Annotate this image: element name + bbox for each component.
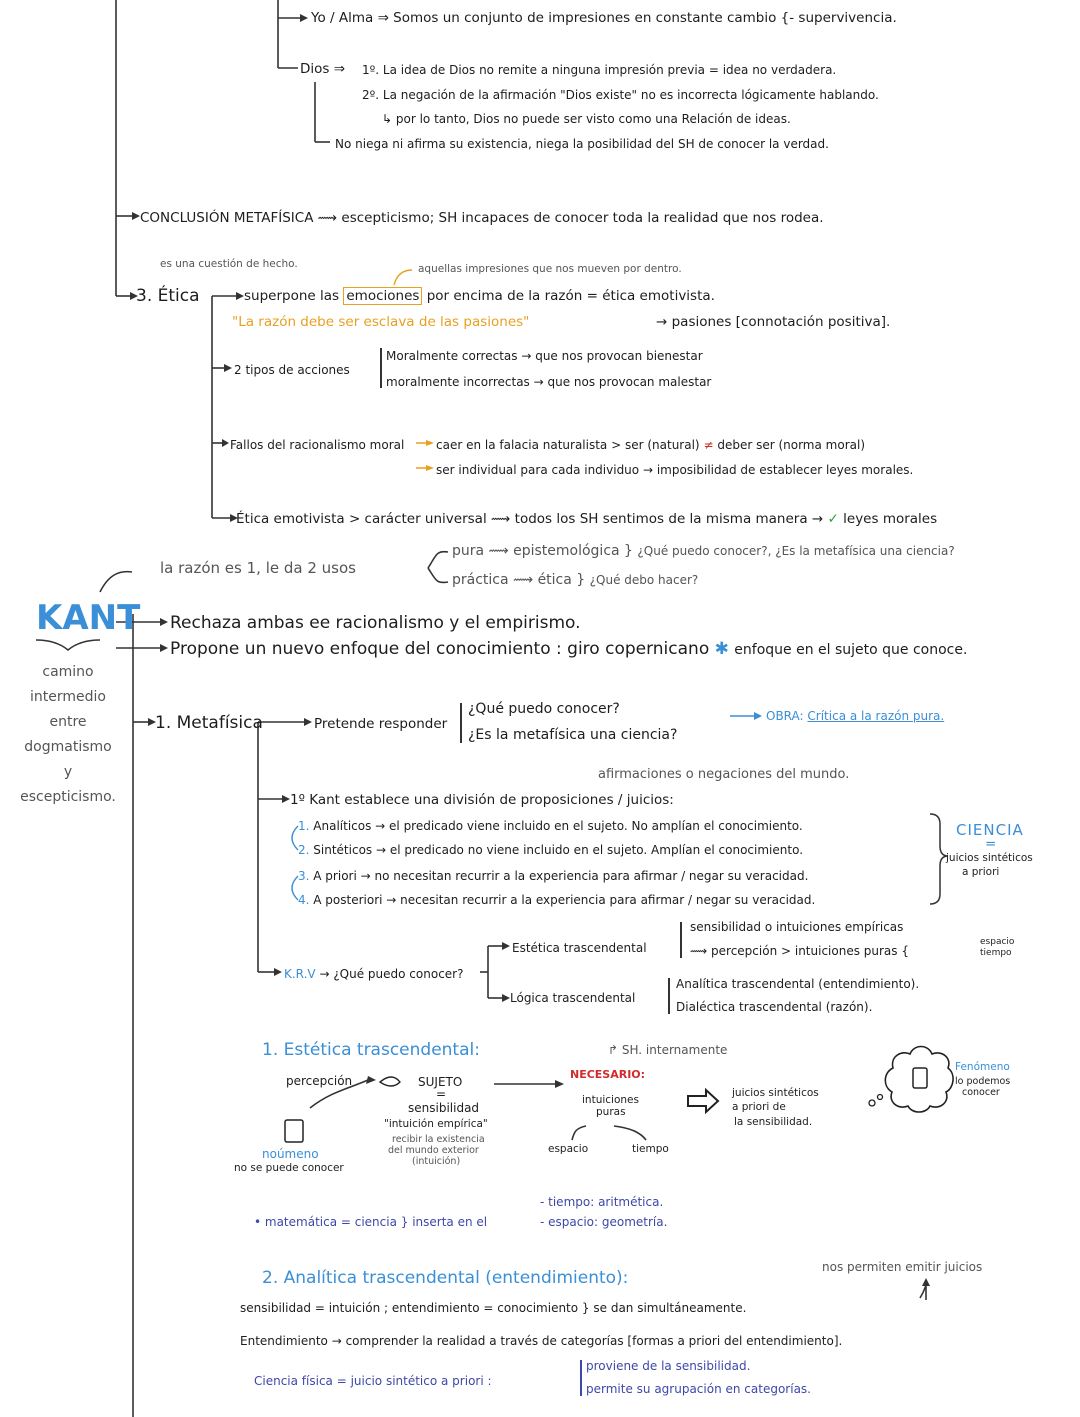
obra-line	[766, 708, 944, 724]
yo-alma-line	[311, 10, 897, 26]
log2: Dialéctica trascendental (razón).	[676, 1000, 873, 1014]
noumeno-note: no se puede conocer	[234, 1162, 344, 1174]
tiempo: tiempo	[632, 1143, 669, 1155]
pura-line: pura ⟿ epistemológica } ¿Qué puedo conocer?, ¿Es la metafísica una ciencia?	[452, 543, 955, 559]
estetica-title: 1. Estética trascendental:	[262, 1040, 480, 1060]
etica-quote-b: → pasiones [connotación positiva].	[656, 314, 891, 330]
mate-espacio: - espacio: geometría.	[540, 1215, 668, 1229]
conclusion-text: escepticismo; SH incapaces de conocer toda la realidad que nos rodea.	[341, 210, 824, 226]
n2: 2.	[298, 843, 310, 857]
obra-label: OBRA:	[766, 709, 804, 723]
etica-note: es una cuestión de hecho.	[160, 258, 298, 270]
espacio: espacio	[548, 1143, 589, 1155]
conclusion-metafisica	[140, 210, 824, 226]
etica-s1-a: superpone las	[244, 288, 340, 304]
juicios-1: juicios sintéticos	[732, 1087, 819, 1099]
obra-title: Crítica a la razón pura.	[807, 709, 945, 723]
tipos-label: 2 tipos de acciones	[234, 363, 350, 377]
ciencia-label: CIENCIA	[956, 821, 1024, 839]
side-note-line: dogmatismo	[24, 739, 112, 755]
intuiciones-2: puras	[596, 1106, 626, 1118]
logica-branch: Lógica trascendental	[510, 991, 636, 1005]
juicios-2: a priori de	[732, 1101, 786, 1113]
j4: A posteriori → necesitan recurrir a la experiencia para afirmar / negar su veracidad.	[313, 893, 816, 907]
intuicion-empirica: "intuición empírica"	[384, 1118, 488, 1130]
practica-b: ética	[537, 572, 572, 588]
analitica-note: nos permiten emitir juicios	[822, 1260, 983, 1274]
mate-tiempo: - tiempo: aritmética.	[540, 1195, 664, 1209]
juicio-3	[298, 868, 808, 884]
matematica: • matemática = ciencia } inserta en el	[254, 1215, 488, 1229]
dios-p4: No niega ni afirma su existencia, niega la posibilidad del SH de conocer la verdad.	[335, 137, 829, 151]
pura-q: ¿Qué puedo conocer?, ¿Es la metafísica una ciencia?	[637, 544, 955, 558]
l1-a: sensibilidad = intuición ; entendimiento = conocimiento	[240, 1301, 579, 1315]
squiggle-arrow-icon: ⟿	[317, 210, 338, 226]
analitica-l2: Entendimiento → comprender la realidad a través de categorías [formas a priori del entendimiento].	[240, 1334, 843, 1348]
n1: 1.	[298, 819, 310, 833]
noumeno: noúmeno	[262, 1147, 319, 1161]
l3-brace	[580, 1360, 582, 1396]
kant-title: KANT	[36, 598, 141, 638]
juicio-2	[298, 842, 803, 858]
yo-note: {- supervivencia.	[780, 10, 897, 26]
percepcion: percepción	[286, 1074, 353, 1088]
tipo1: Moralmente correctas → que nos provocan bienestar	[386, 349, 703, 363]
practica-line: práctica ⟿ ética } ¿Qué debo hacer?	[452, 572, 699, 588]
etica-s1-b: por encima de la razón = ética emotivista.	[426, 288, 715, 304]
q-brace	[460, 703, 462, 743]
fenomeno: Fenómeno	[955, 1061, 1010, 1073]
practica-q: ¿Qué debo hacer?	[589, 573, 699, 587]
necesario: NECESARIO:	[570, 1068, 646, 1081]
emo-c: leyes morales	[843, 511, 938, 527]
juicio-1	[298, 818, 803, 834]
est2: ⟿ percepción > intuiciones puras {	[690, 944, 909, 958]
yo-text: Somos un conjunto de impresiones en constante cambio	[393, 10, 777, 26]
practica: práctica	[452, 572, 509, 588]
side-note-line: y	[63, 764, 73, 780]
recibir-3: (intuición)	[412, 1156, 461, 1167]
razon-usos: la razón es 1, le da 2 usos	[160, 559, 356, 577]
analitica-l1: sensibilidad = intuición ; entendimiento = conocimiento } se dan simultáneamente.	[240, 1301, 747, 1315]
krv-line: K.R.V → ¿Qué puedo conocer?	[284, 967, 464, 981]
fenomeno-note-2: conocer	[962, 1087, 1000, 1098]
q1: ¿Qué puedo conocer?	[468, 701, 620, 717]
implies-icon: ⇒	[333, 61, 346, 77]
etica-s1	[244, 288, 715, 304]
etica-quote: "La razón debe ser esclava de las pasiones"	[232, 314, 530, 330]
dios-p3-text: por lo tanto, Dios no puede ser visto como una Relación de ideas.	[395, 112, 791, 126]
est-brace	[680, 922, 682, 958]
estetica-branch: Estética trascendental	[512, 941, 647, 955]
ciencia-eq: =	[985, 836, 997, 852]
fallos-label: Fallos del racionalismo moral	[230, 438, 405, 452]
etica-emotivista	[236, 511, 937, 527]
emociones-note: aquellas impresiones que nos mueven por dentro.	[418, 263, 682, 275]
dios-p2: 2º. La negación de la afirmación "Dios existe" no es incorrecta lógicamente hablando.	[362, 88, 879, 102]
recibir-1: recibir la existencia	[392, 1134, 485, 1145]
sujeto: SUJETO	[418, 1075, 463, 1089]
side-note-line: camino	[42, 664, 94, 680]
propone-a: Propone un nuevo enfoque del conocimiento : giro copernicano	[170, 639, 710, 659]
dios-text: Dios	[300, 61, 330, 77]
propone-b: enfoque en el sujeto que conoce.	[734, 642, 968, 658]
tipos-brace	[380, 348, 382, 388]
dios-label	[300, 61, 345, 77]
fallo1-b: deber ser (norma moral)	[717, 438, 866, 452]
analitica-l3: Ciencia física = juicio sintético a priori :	[254, 1374, 492, 1388]
j3: A priori → no necesitan recurrir a la experiencia para afirmar / negar su veracidad.	[313, 869, 809, 883]
n4: 4.	[298, 893, 310, 907]
j1: Analíticos → el predicado viene incluido en el sujeto. No amplían el conocimiento.	[313, 819, 803, 833]
implies-icon: ⇒	[377, 10, 389, 26]
ciencia-def2: a priori	[962, 866, 1000, 878]
est-tiempo: tiempo	[980, 948, 1012, 958]
metafisica-label: 1. Metafísica	[155, 713, 263, 733]
l3-b: permite su agrupación en categorías.	[586, 1382, 811, 1396]
propone	[170, 639, 967, 660]
fallo1-a: caer en la falacia naturalista > ser (natural)	[436, 438, 700, 452]
pura: pura	[452, 543, 485, 559]
emo-b: todos los SH sentimos de la misma manera →	[514, 511, 824, 527]
conclusion-label: CONCLUSIÓN METAFÍSICA	[140, 210, 314, 226]
juicio-4	[298, 892, 815, 908]
sh-text: SH. internamente	[621, 1043, 728, 1057]
intuiciones-1: intuiciones	[582, 1094, 639, 1106]
pretende: Pretende responder	[314, 716, 448, 732]
pura-b: epistemológica	[513, 543, 620, 559]
side-note-line: entre	[49, 714, 87, 730]
juicios-3: la sensibilidad.	[734, 1116, 813, 1128]
est2-text: percepción > intuiciones puras	[711, 944, 898, 958]
j2: Sintéticos → el predicado no viene incluido en el sujeto. Amplían el conocimiento.	[313, 843, 804, 857]
side-note-line: escepticismo.	[20, 789, 116, 805]
tipo2: moralmente incorrectas → que nos provocan malestar	[386, 375, 712, 389]
dios-p3: ↳ por lo tanto, Dios no puede ser visto como una Relación de ideas.	[382, 112, 791, 126]
rechaza: Rechaza ambas ee racionalismo y el empirismo.	[170, 613, 581, 633]
afirm-note: afirmaciones o negaciones del mundo.	[598, 767, 850, 782]
squiggle-arrow-icon: ⟿	[491, 511, 511, 527]
est1: sensibilidad o intuiciones empíricas	[690, 920, 904, 934]
krv-q: ¿Qué puedo conocer?	[333, 967, 464, 981]
fallo2: ser individual para cada individuo → imposibilidad de establecer leyes morales.	[436, 463, 914, 477]
fenomeno-note-1: lo podemos	[955, 1076, 1011, 1087]
fallo1	[436, 437, 865, 453]
recibir-2: del mundo exterior	[388, 1145, 479, 1156]
l1-b: se dan simultáneamente.	[593, 1301, 747, 1315]
yo-label: Yo / Alma	[311, 10, 374, 26]
log-brace	[668, 978, 670, 1014]
dios-p1: 1º. La idea de Dios no remite a ninguna impresión previa = idea no verdadera.	[362, 63, 837, 77]
sh-internamente: ↱ SH. internamente	[608, 1043, 728, 1057]
n3: 3.	[298, 869, 310, 883]
emociones-box: emociones	[343, 287, 422, 305]
sujeto-eq: =	[436, 1087, 447, 1101]
asterisk-icon: ✱	[714, 639, 729, 659]
ciencia-def: juicios sintéticos	[946, 852, 1033, 864]
log1: Analítica trascendental (entendimiento).	[676, 977, 920, 991]
q2: ¿Es la metafísica una ciencia?	[468, 727, 678, 743]
sensibilidad: sensibilidad	[408, 1101, 480, 1115]
est-espacio: espacio	[980, 937, 1015, 947]
etica-label: 3. Ética	[136, 286, 200, 306]
side-note-line: intermedio	[30, 689, 106, 705]
not-equal-icon: ≠	[703, 438, 714, 452]
check-icon: ✓	[827, 511, 839, 527]
quote-b-text: pasiones [connotación positiva].	[671, 314, 891, 330]
kant-side-note	[18, 660, 118, 810]
krv: K.R.V	[284, 967, 316, 981]
analitica-title: 2. Analítica trascendental (entendimiento):	[262, 1268, 629, 1288]
l3-a: proviene de la sensibilidad.	[586, 1359, 751, 1373]
emo-a: Ética emotivista > carácter universal	[236, 511, 487, 527]
division: 1º Kant establece una división de proposiciones / juicios:	[290, 792, 674, 808]
